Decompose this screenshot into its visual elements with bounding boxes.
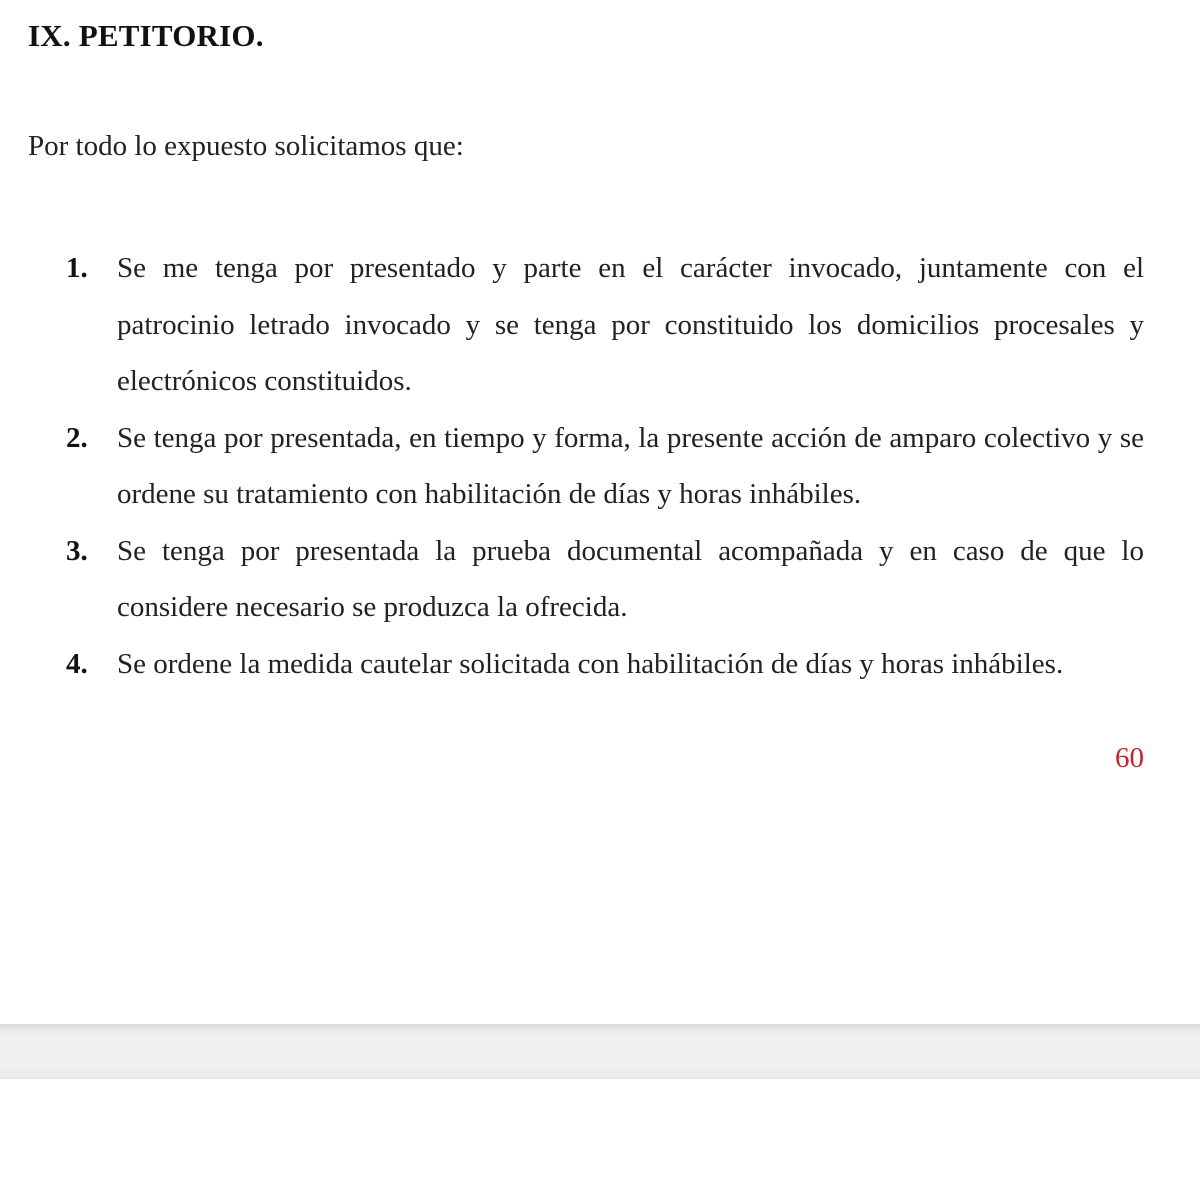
petition-number: 4. [66, 647, 88, 680]
blank-area [0, 1079, 1200, 1200]
petition-item [66, 523, 1144, 636]
petition-text: Se me tenga por presentado y parte en el carácter invocado, juntamente con el patrocinio letrado invocado y se tenga por constituido los domicilios procesales y electrónicos constituidos. [117, 252, 1144, 397]
petition-item [66, 240, 1144, 410]
petition-number: 1. [66, 252, 88, 284]
intro-paragraph: Por todo lo expuesto solicitamos que: [28, 130, 464, 162]
petition-text: Se tenga por presentada la prueba documental acompañada y en caso de que lo considere necesario se produzca la ofrecida. [117, 534, 1144, 623]
petition-item [66, 636, 1144, 693]
petition-item [66, 410, 1144, 523]
petition-list [66, 240, 1144, 692]
petition-text: Se ordene la medida cautelar solicitada con habilitación de días y horas inhábiles. [117, 647, 1064, 680]
petition-number: 3. [66, 534, 88, 567]
page-separator-bar [0, 1024, 1200, 1079]
section-heading: IX. PETITORIO. [28, 18, 264, 53]
petition-number: 2. [66, 421, 88, 454]
page-number: 60 [1115, 742, 1144, 774]
petition-text: Se tenga por presentada, en tiempo y forma, la presente acción de amparo colectivo y se ordene su tratamiento con habilitación de días y horas inhábiles. [117, 421, 1144, 510]
